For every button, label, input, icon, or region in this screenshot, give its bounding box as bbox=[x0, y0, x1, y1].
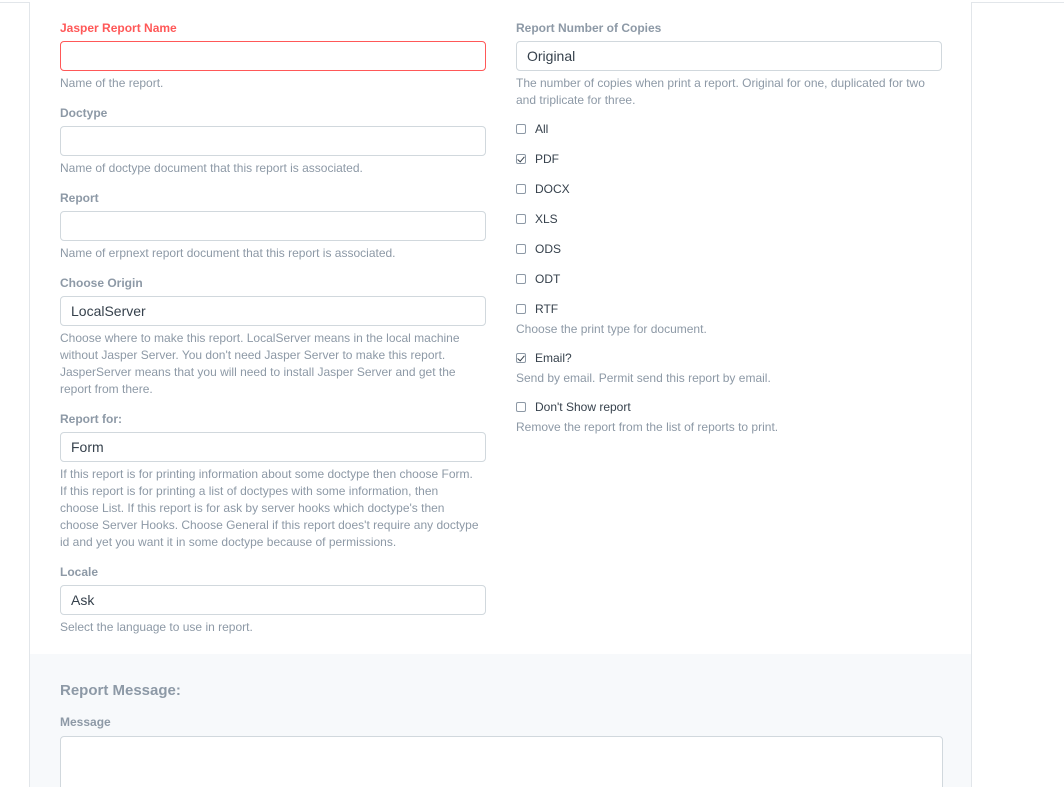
message-label: Message bbox=[60, 715, 111, 729]
report-settings-section bbox=[30, 2, 971, 654]
report-input[interactable] bbox=[60, 211, 486, 241]
doctype-group bbox=[60, 105, 487, 177]
email-group bbox=[516, 350, 944, 387]
print-type-list bbox=[516, 121, 944, 338]
help-line: and triplicate for three. bbox=[516, 93, 636, 107]
number-of-copies-group bbox=[516, 20, 944, 109]
dont-show-report-checkbox-row[interactable] bbox=[516, 399, 944, 415]
email-checkbox-row[interactable] bbox=[516, 350, 944, 366]
checkbox-icon[interactable] bbox=[516, 184, 526, 194]
checkbox-label: XLS bbox=[535, 212, 558, 226]
help-line: id and yet you want it in some doctype because of permissions. bbox=[60, 535, 397, 549]
help-line: choose List. If this report is for ask by server hooks which doctype's then bbox=[60, 501, 445, 515]
report-message-title: Report Message: bbox=[60, 682, 181, 699]
email-label: Email? bbox=[535, 351, 572, 365]
help-line: Choose where to make this report. LocalServer means in the local machine bbox=[60, 331, 460, 345]
doctype-label: Doctype bbox=[60, 106, 108, 120]
checkbox-label: RTF bbox=[535, 302, 559, 316]
message-textarea[interactable] bbox=[60, 736, 943, 787]
report-group bbox=[60, 190, 487, 262]
checkbox-label: ODS bbox=[535, 242, 562, 256]
report-help: Name of erpnext report document that this report is associated. bbox=[60, 246, 396, 260]
left-column bbox=[60, 20, 487, 636]
jasper-report-name-help: Name of the report. bbox=[60, 76, 164, 90]
print-type-pdf[interactable] bbox=[516, 151, 944, 167]
dont-show-report-label: Don't Show report bbox=[535, 400, 631, 414]
locale-group bbox=[60, 564, 487, 636]
jasper-report-name-group bbox=[60, 20, 487, 92]
help-line: choose Server Hooks. Choose General if this report does't require any doctype bbox=[60, 518, 479, 532]
doctype-help: Name of doctype document that this report is associated. bbox=[60, 161, 363, 175]
checkbox-checked-icon[interactable] bbox=[516, 353, 526, 363]
choose-origin-help bbox=[60, 330, 487, 398]
choose-origin-label: Choose Origin bbox=[60, 276, 143, 290]
checkbox-icon[interactable] bbox=[516, 244, 526, 254]
dont-show-report-help: Remove the report from the list of reports to print. bbox=[516, 420, 779, 434]
print-type-all[interactable] bbox=[516, 121, 944, 137]
checkbox-label: PDF bbox=[535, 152, 559, 166]
choose-origin-select[interactable]: LocalServer bbox=[60, 296, 486, 326]
help-line: The number of copies when print a report. Original for one, duplicated for two bbox=[516, 76, 925, 90]
report-for-select[interactable]: Form bbox=[60, 432, 486, 462]
help-line: If this report is for printing information about some doctype then choose Form. bbox=[60, 467, 473, 481]
locale-label: Locale bbox=[60, 565, 99, 579]
report-for-help bbox=[60, 466, 487, 551]
right-column bbox=[516, 20, 944, 436]
checkbox-label: DOCX bbox=[535, 182, 570, 196]
checkbox-icon[interactable] bbox=[516, 124, 526, 134]
print-type-odt[interactable] bbox=[516, 271, 944, 287]
print-type-rtf[interactable] bbox=[516, 301, 944, 317]
report-message-section bbox=[30, 654, 971, 787]
help-line: report from there. bbox=[60, 382, 153, 396]
report-label: Report bbox=[60, 191, 99, 205]
checkbox-label: All bbox=[535, 122, 549, 136]
locale-select[interactable]: Ask bbox=[60, 585, 486, 615]
choose-origin-group bbox=[60, 275, 487, 398]
checkbox-label: ODT bbox=[535, 272, 561, 286]
checkbox-checked-icon[interactable] bbox=[516, 154, 526, 164]
number-of-copies-label: Report Number of Copies bbox=[516, 21, 662, 35]
checkbox-icon[interactable] bbox=[516, 214, 526, 224]
help-line: JasperServer means that you will need to install Jasper Server and get the bbox=[60, 365, 456, 379]
help-line: If this report is for printing a list of doctypes with some information, then bbox=[60, 484, 439, 498]
print-type-docx[interactable] bbox=[516, 181, 944, 197]
print-type-help: Choose the print type for document. bbox=[516, 322, 707, 336]
dont-show-report-group bbox=[516, 399, 944, 436]
jasper-report-name-input[interactable] bbox=[60, 41, 486, 71]
form-card bbox=[29, 2, 972, 787]
number-of-copies-help bbox=[516, 75, 944, 109]
locale-help: Select the language to use in report. bbox=[60, 620, 253, 634]
help-line: without Jasper Server. You don't need Jasper Server to make this report. bbox=[60, 348, 446, 362]
print-type-ods[interactable] bbox=[516, 241, 944, 257]
jasper-report-name-label: Jasper Report Name bbox=[60, 21, 177, 35]
print-type-xls[interactable] bbox=[516, 211, 944, 227]
email-help: Send by email. Permit send this report by email. bbox=[516, 371, 771, 385]
checkbox-icon[interactable] bbox=[516, 274, 526, 284]
number-of-copies-select[interactable]: Original bbox=[516, 41, 942, 71]
report-for-group bbox=[60, 411, 487, 551]
doctype-input[interactable] bbox=[60, 126, 486, 156]
checkbox-icon[interactable] bbox=[516, 304, 526, 314]
report-for-label: Report for: bbox=[60, 412, 122, 426]
checkbox-icon[interactable] bbox=[516, 402, 526, 412]
